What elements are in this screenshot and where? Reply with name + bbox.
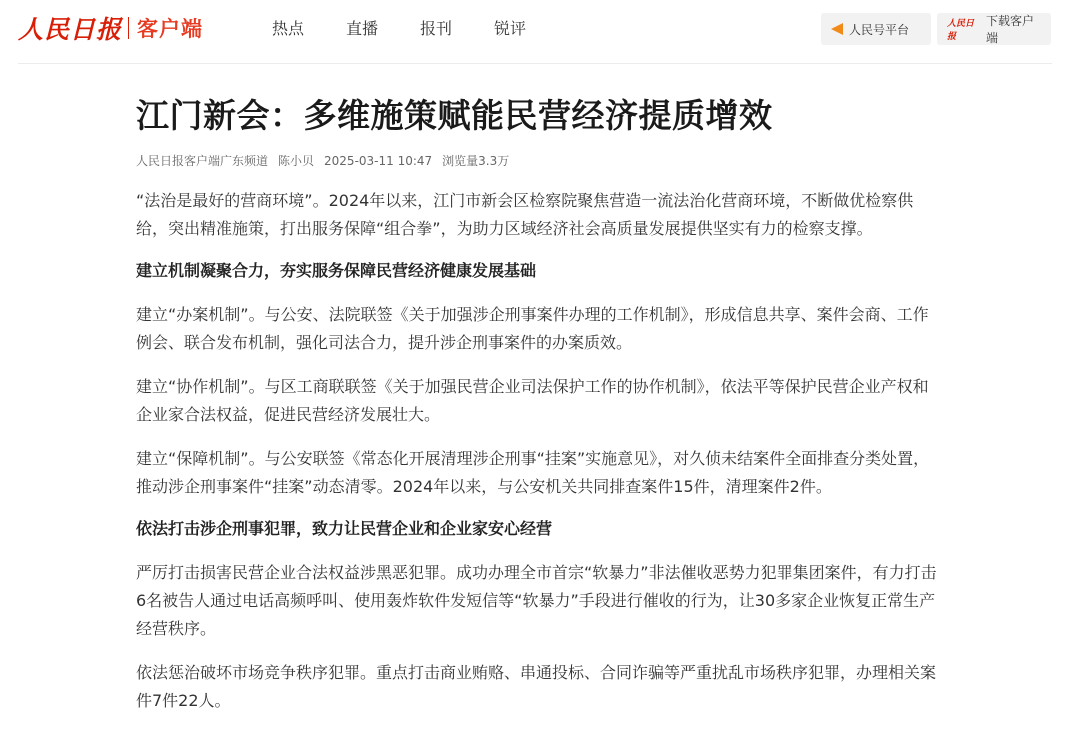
section-heading: 建立机制凝聚合力，夯实服务保障民营经济健康发展基础 [136, 261, 537, 280]
article-datetime: 2025-03-11 10:47 [324, 154, 433, 168]
logo-divider [128, 17, 129, 39]
logo-sub-text: 客户端 [137, 17, 204, 41]
download-app-button[interactable] [937, 13, 1051, 45]
paragraph: 建立“办案机制”。与公安、法院联签《关于加强涉企刑事案件办理的工作机制》，形成信息共享、案件会商、工作例会、联合发布机制，强化司法合力，提升涉企刑事案件的办案质效。 [136, 305, 929, 352]
nav-item-hot[interactable]: 热点 [272, 19, 305, 38]
article-meta [136, 153, 944, 169]
nav-item-commentary[interactable]: 锐评 [494, 19, 527, 38]
article-author: 陈小贝 [278, 154, 315, 168]
paragraph: 严厉打击损害民营企业合法权益涉黑恶犯罪。成功办理全市首宗“软暴力”非法催收恶势力犯罪集团案件，有力打击6名被告人通过电话高频呼叫、使用轰炸软件发短信等“软暴力”手段进行催收的行为，让30多家企业恢复正常生产经营秩序。 [136, 563, 937, 638]
nav-item-newspaper[interactable]: 报刊 [420, 19, 453, 38]
people-platform-button[interactable] [821, 13, 931, 45]
site-logo[interactable] [18, 10, 203, 46]
paragraph: 建立“保障机制”。与公安联签《常态化开展清理涉企刑事“挂案”实施意见》，对久侦未结案件全面排查分类处置，推动涉企刑事案件“挂案”动态清零。2024年以来，与公安机关共同排查案件15件，清理案件2件。 [136, 449, 930, 496]
main-nav [272, 18, 568, 40]
article-title: 江门新会：多维施策赋能民营经济提质增效 [136, 96, 773, 135]
paragraph: 依法惩治破坏市场竞争秩序犯罪。重点打击商业贿赂、串通投标、合同诈骗等严重扰乱市场秩序犯罪，办理相关案件7件22人。 [136, 663, 937, 710]
article-source: 人民日报客户端广东频道 [136, 154, 269, 168]
megaphone-icon [831, 23, 843, 35]
people-platform-label: 人民号平台 [849, 22, 910, 37]
site-header [0, 0, 1080, 64]
article-views: 浏览量3.3万 [442, 154, 510, 168]
article [136, 92, 944, 715]
paragraph: 建立“协作机制”。与区工商联联签《关于加强民营企业司法保护工作的协作机制》，依法平等保护民营企业产权和企业家合法权益，促进民营经济发展壮大。 [136, 377, 929, 424]
app-logo-icon: 人民日报 [947, 19, 975, 42]
download-app-label: 下载客户端 [986, 14, 1035, 45]
header-divider [18, 63, 1052, 64]
paragraph: “法治是最好的营商环境”。2024年以来，江门市新会区检察院聚焦营造一流法治化营商环境，不断做优检察供给，突出精准施策，打出服务保障“组合拳”，为助力区域经济社会高质量发展提供坚实有力的检察支撑。 [136, 191, 914, 238]
section-heading: 依法打击涉企刑事犯罪，致力让民营企业和企业家安心经营 [136, 519, 553, 538]
logo-main-text: 人民日报 [18, 15, 123, 44]
nav-item-live[interactable]: 直播 [346, 19, 379, 38]
